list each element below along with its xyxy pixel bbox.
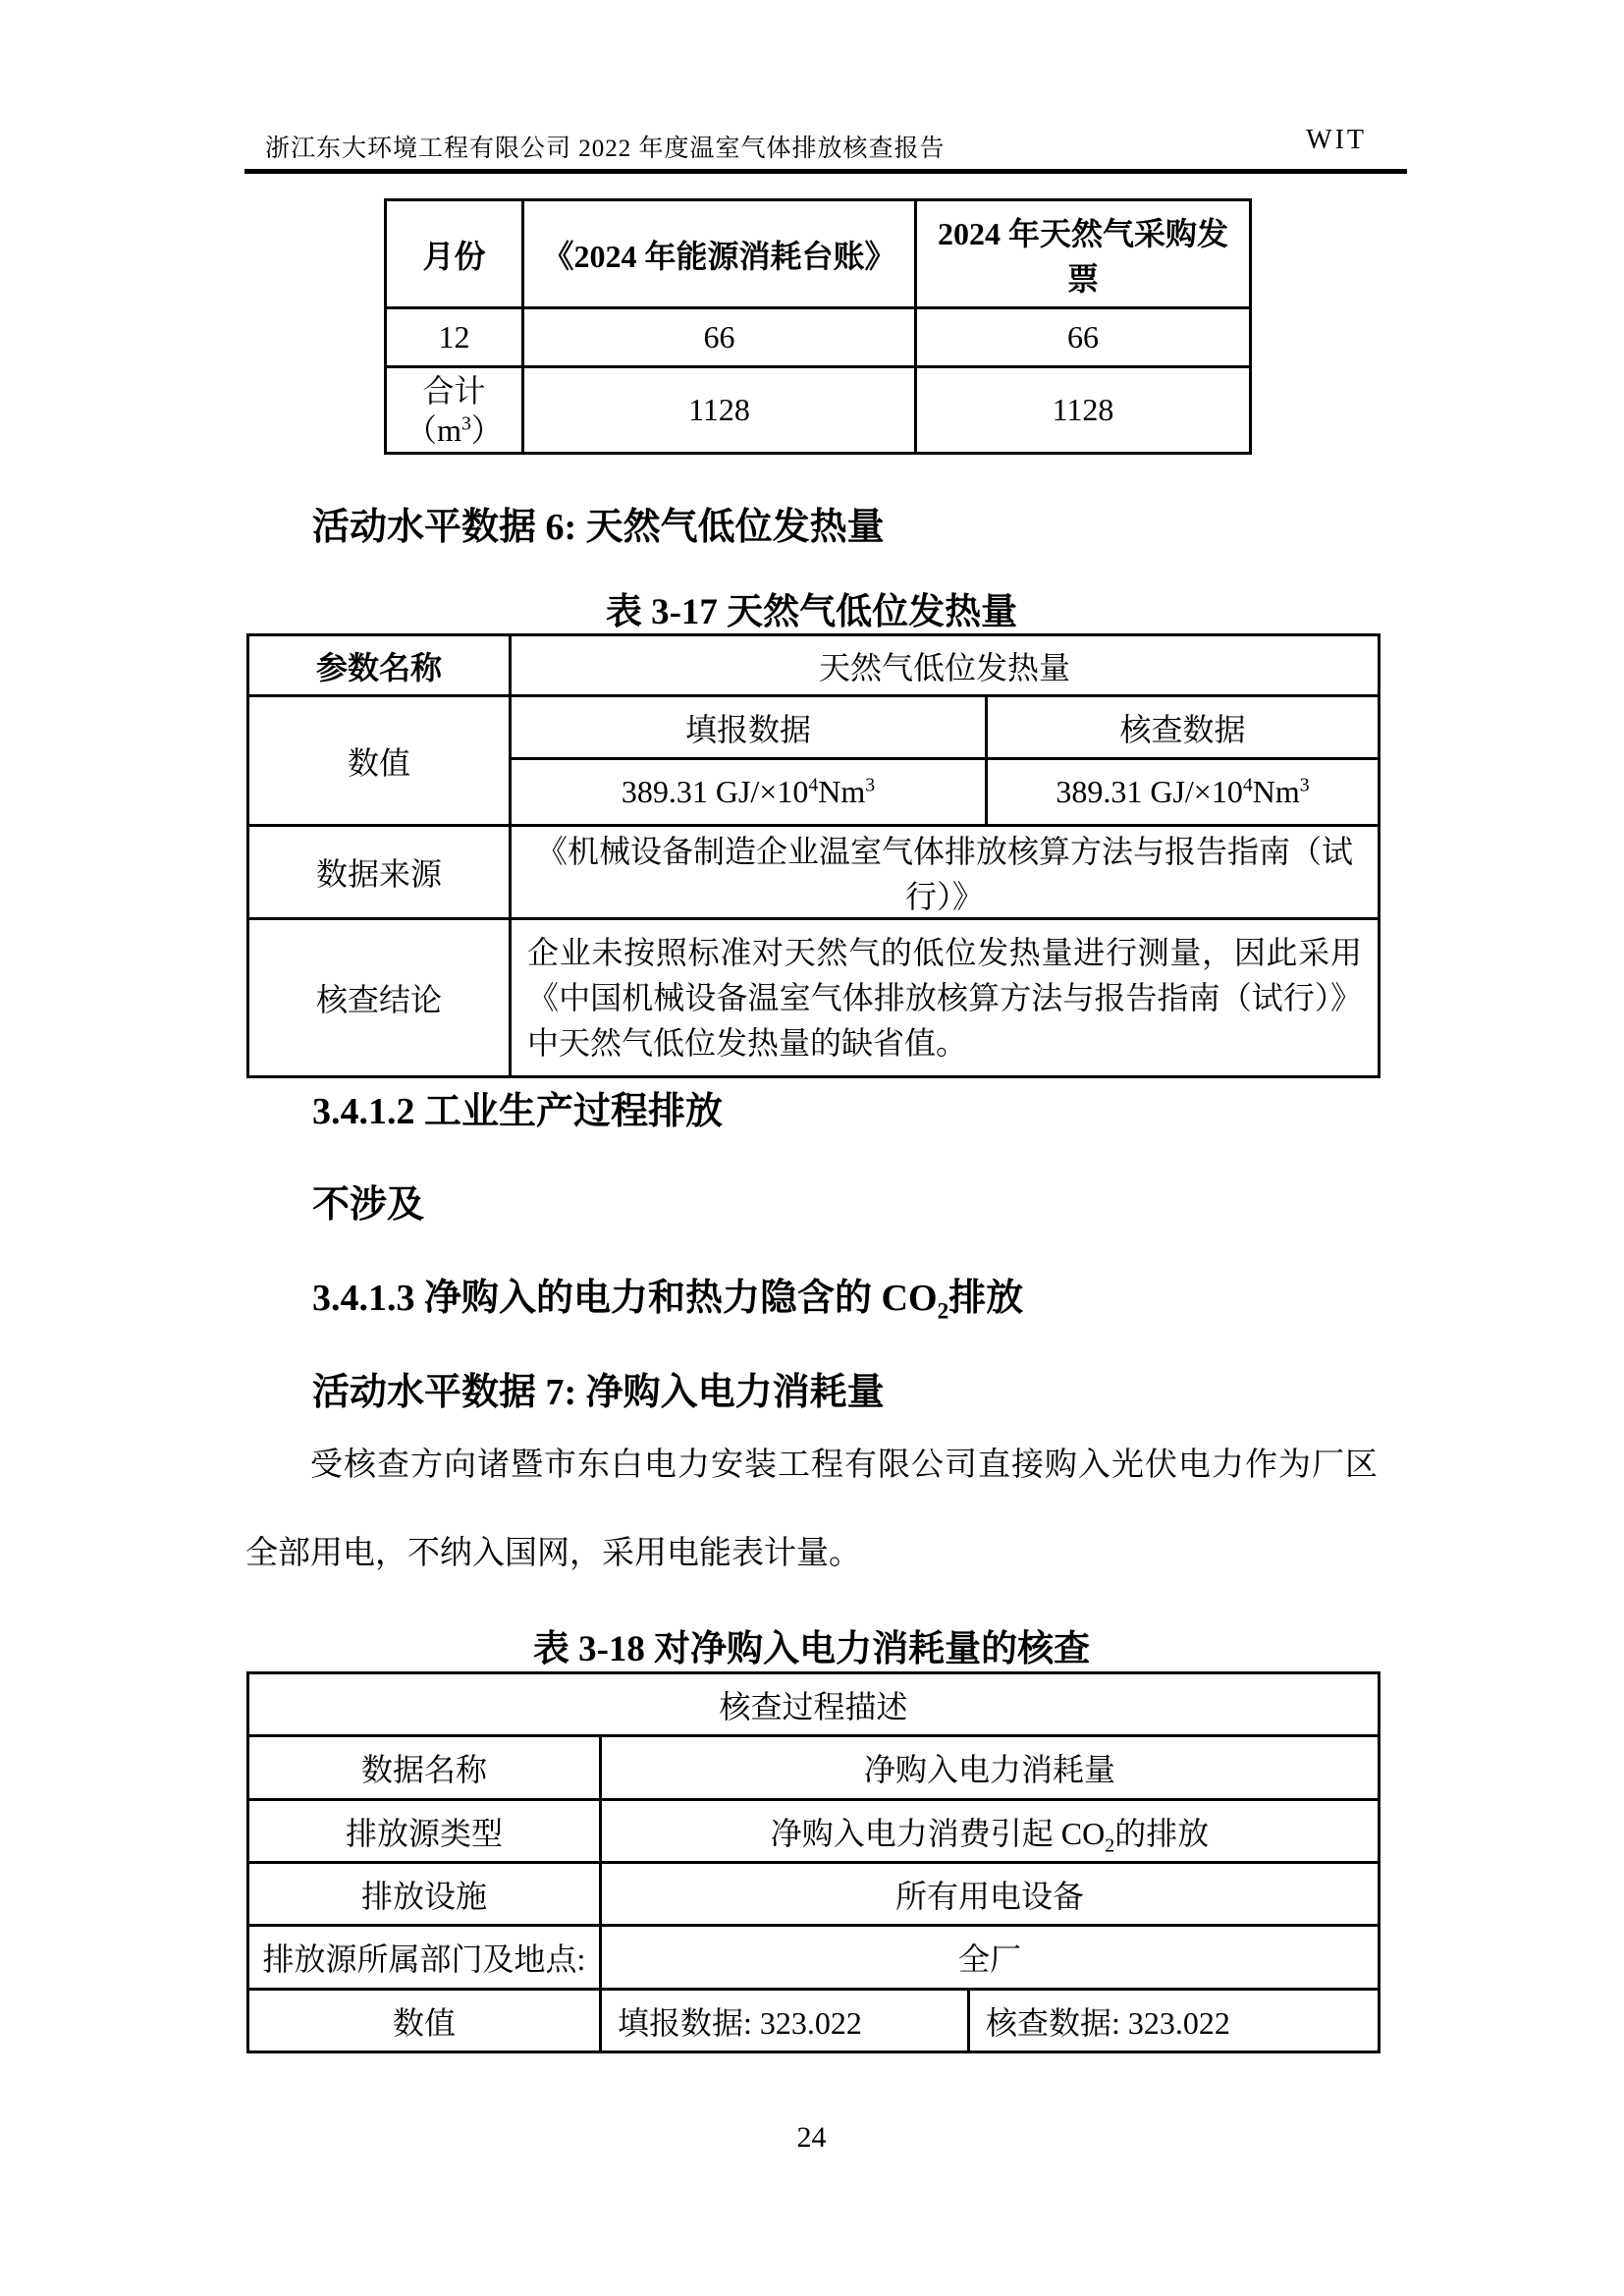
process-description-header-cell: 核查过程描述 bbox=[248, 1673, 1380, 1736]
page-header-brand: WIT bbox=[1306, 125, 1367, 155]
conclusion-value-cell: 企业未按照标准对天然气的低位发热量进行测量，因此采用《中国机械设备温室气体排放核算方法与报告指南（试行）》中天然气低位发热量的缺省值。 bbox=[511, 919, 1380, 1077]
page-header-title: 浙江东大环境工程有限公司 2022 年度温室气体排放核查报告 bbox=[265, 136, 946, 162]
gas-table-total-row bbox=[386, 367, 1251, 454]
table-3-18-caption: 表 3-18 对净购入电力消耗量的核查 bbox=[532, 1629, 1091, 1669]
ledger-column-header: 《2024 年能源消耗台账》 bbox=[523, 200, 916, 308]
header-rule bbox=[244, 169, 1407, 174]
reported-data-cell: 填报数据: 323.022 bbox=[601, 1990, 969, 2052]
invoice-column-header: 2024 年天然气采购发票 bbox=[916, 200, 1251, 308]
table-3-18-electricity bbox=[246, 1671, 1380, 2053]
month-column-header: 月份 bbox=[386, 200, 523, 308]
data-name-label-cell: 数据名称 bbox=[248, 1736, 601, 1800]
reported-value-base: 389.31 GJ/×10 bbox=[621, 774, 809, 809]
gas-table-row-december bbox=[386, 308, 1251, 367]
section-heading-activity-data-7: 活动水平数据 7: 净购入电力消耗量 bbox=[312, 1372, 885, 1413]
verified-data-header: 核查数据 bbox=[987, 696, 1380, 759]
source-type-post: 的排放 bbox=[1114, 1815, 1210, 1851]
reported-value-sup: 4 bbox=[808, 774, 819, 796]
invoice-value-cell: 66 bbox=[916, 308, 1251, 367]
data-name-row bbox=[248, 1736, 1380, 1800]
facility-value-cell: 所有用电设备 bbox=[601, 1863, 1380, 1926]
dept-value-cell: 全厂 bbox=[601, 1926, 1380, 1990]
total-unit-sup: 3 bbox=[460, 411, 471, 434]
table-3-17-caption: 表 3-17 天然气低位发热量 bbox=[605, 592, 1018, 632]
verified-value-sup: 4 bbox=[1242, 774, 1253, 796]
value-label-cell: 数值 bbox=[248, 1990, 601, 2052]
not-involved-text: 不涉及 bbox=[312, 1184, 425, 1226]
table-3-17-nhv bbox=[246, 633, 1380, 1078]
total-label: 合计 bbox=[422, 372, 486, 409]
page-number: 24 bbox=[796, 2121, 827, 2154]
dept-label-cell: 排放源所属部门及地点: bbox=[248, 1926, 601, 1990]
verified-data-cell: 核查数据: 323.022 bbox=[969, 1990, 1380, 2052]
value-subheader-row bbox=[248, 696, 1380, 759]
numeric-value-row bbox=[248, 1990, 1380, 2052]
data-name-value-cell: 净购入电力消耗量 bbox=[601, 1736, 1380, 1800]
invoice-total-cell: 1128 bbox=[916, 367, 1251, 454]
source-label-cell: 数据来源 bbox=[248, 826, 511, 919]
emission-source-type-row bbox=[248, 1800, 1380, 1863]
month-cell: 12 bbox=[386, 308, 523, 367]
verified-value-mid: Nm bbox=[1252, 774, 1300, 809]
source-type-label-cell: 排放源类型 bbox=[248, 1800, 601, 1863]
heading-3413-sub: 2 bbox=[937, 1298, 949, 1325]
value-label-cell: 数值 bbox=[248, 696, 511, 826]
body-paragraph: 受核查方向诸暨市东白电力安装工程有限公司直接购入光伏电力作为厂区全部用电，不纳入国网，采用电能表计量。 bbox=[245, 1448, 1378, 1571]
source-value-cell: 《机械设备制造企业温室气体排放核算方法与报告指南（试行）》 bbox=[511, 826, 1380, 919]
source-type-sub: 2 bbox=[1105, 1833, 1115, 1856]
param-name-row bbox=[248, 635, 1380, 696]
heading-3413-post: 排放 bbox=[948, 1278, 1024, 1319]
ledger-value-cell: 66 bbox=[523, 308, 916, 367]
gas-table-header-row bbox=[386, 200, 1251, 308]
verified-value-cell bbox=[987, 759, 1380, 826]
reported-value-cell bbox=[511, 759, 987, 826]
verified-value-base: 389.31 GJ/×10 bbox=[1056, 774, 1243, 809]
verified-value-sup2: 3 bbox=[1299, 774, 1310, 796]
source-type-pre: 净购入电力消费引起 CO bbox=[770, 1815, 1106, 1851]
total-unit-post: ） bbox=[470, 411, 503, 448]
reported-data-header: 填报数据 bbox=[511, 696, 987, 759]
conclusion-label-cell: 核查结论 bbox=[248, 919, 511, 1077]
reported-value-mid: Nm bbox=[818, 774, 866, 809]
conclusion-row bbox=[248, 919, 1380, 1077]
heading-3413-pre: 3.4.1.3 净购入的电力和热力隐含的 CO bbox=[312, 1278, 938, 1319]
data-source-row bbox=[248, 826, 1380, 919]
department-location-row bbox=[248, 1926, 1380, 1990]
facility-label-cell: 排放设施 bbox=[248, 1863, 601, 1926]
source-type-value-cell bbox=[601, 1800, 1380, 1863]
section-heading-3-4-1-3 bbox=[312, 1267, 1024, 1325]
ledger-total-cell: 1128 bbox=[523, 367, 916, 454]
total-unit-pre: （m bbox=[406, 411, 461, 448]
total-unit bbox=[393, 410, 515, 450]
total-label-cell bbox=[386, 367, 523, 454]
param-value-cell: 天然气低位发热量 bbox=[511, 635, 1380, 696]
section-heading-activity-data-6: 活动水平数据 6: 天然气低位发热量 bbox=[312, 507, 885, 548]
emission-facility-row bbox=[248, 1863, 1380, 1926]
gas-consumption-table bbox=[384, 198, 1252, 455]
param-label-cell: 参数名称 bbox=[248, 635, 511, 696]
reported-value-sup2: 3 bbox=[865, 774, 876, 796]
process-description-header-row bbox=[248, 1673, 1380, 1736]
section-heading-3-4-1-2: 3.4.1.2 工业生产过程排放 bbox=[312, 1091, 724, 1132]
